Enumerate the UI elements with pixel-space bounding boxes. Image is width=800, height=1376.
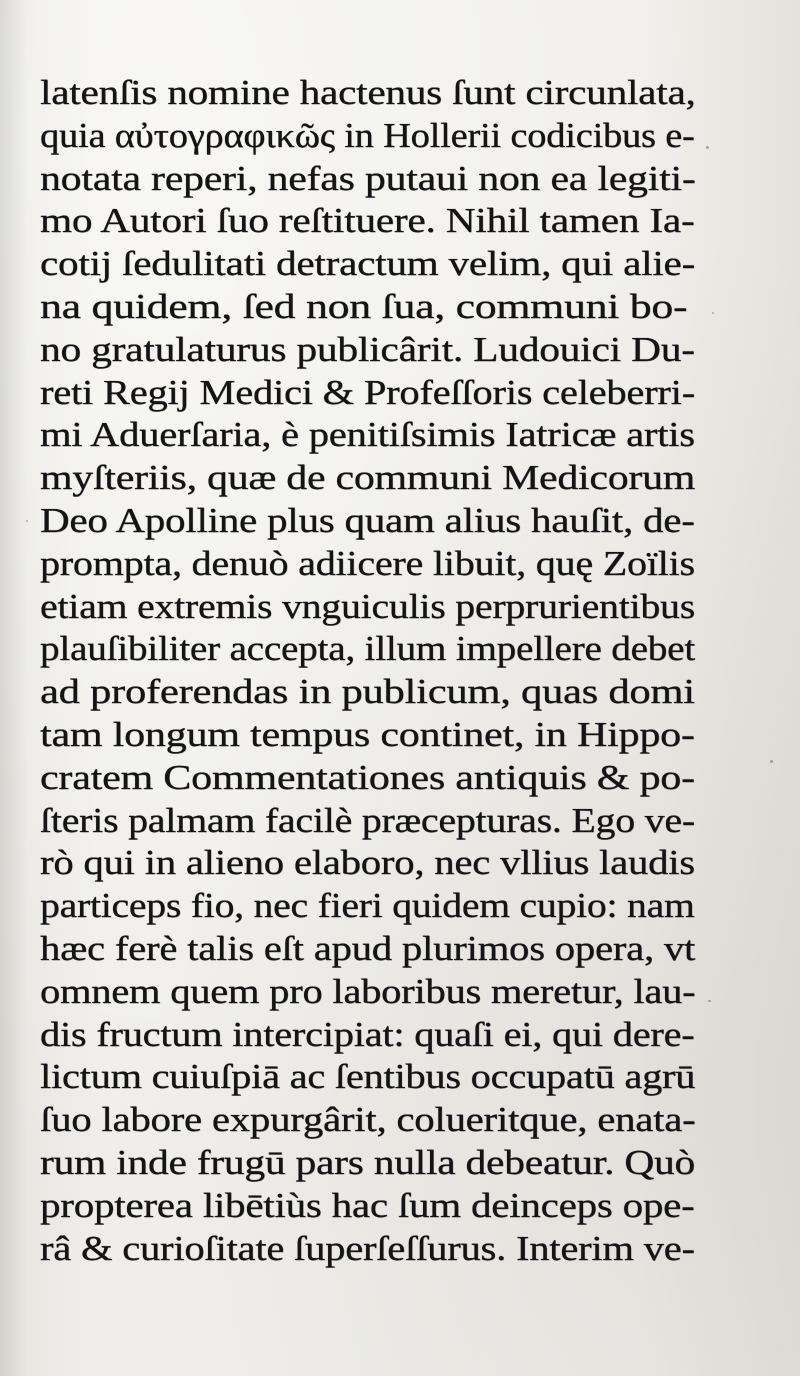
text-line: particeps fio, nec fieri quidem cupio: nam bbox=[40, 886, 695, 926]
text-line: prompta, denuò adiicere libuit, quę Zoïlis bbox=[40, 543, 695, 583]
text-line: etiam extremis vnguiculis perprurientibus bbox=[40, 586, 695, 626]
text-line: mi Aduerſaria, è penitiſsimis Iatricæ artis bbox=[40, 415, 695, 455]
text-line: latenſis nomine hactenus ſunt circunlata, bbox=[40, 73, 696, 112]
text-line: tam longum tempus continet, in Hippo- bbox=[40, 714, 695, 754]
ink-speck bbox=[690, 640, 692, 643]
text-line: dis fructum intercipiat: quaſi ei, qui dere- bbox=[40, 1014, 695, 1054]
text-line: ad proferendas in publicum, quas domi bbox=[40, 672, 695, 712]
text-line: Deo Apolline plus quam alius hauſit, de- bbox=[40, 500, 695, 540]
ink-speck bbox=[770, 760, 773, 763]
ink-speck bbox=[26, 520, 28, 522]
text-line: ſuo labore expurgârit, colueritque, enata- bbox=[40, 1100, 696, 1140]
text-line: plauſibiliter accepta, illum impellere debet bbox=[40, 629, 696, 669]
text-line: quia αὐτογραφικῶς in Hollerii codicibus e- bbox=[40, 115, 695, 155]
ink-speck bbox=[708, 1000, 711, 1002]
text-line: cratem Commentationes antiquis & po- bbox=[40, 757, 695, 797]
text-line: reti Regij Medici & Profeſſoris celeberri- bbox=[40, 372, 695, 412]
text-line: ſteris palmam facilè præcepturas. Ego ve- bbox=[40, 800, 695, 840]
text-line: rum inde frugū pars nulla debeatur. Quò bbox=[40, 1142, 696, 1182]
page-edge-shadow bbox=[0, 0, 28, 1376]
text-line: no gratulaturus publicârit. Ludouici Du- bbox=[40, 329, 695, 369]
text-line: propterea libētiùs hac ſum deinceps ope- bbox=[40, 1185, 695, 1225]
text-line: lictum cuiuſpiā ac ſentibus occupatū agrū bbox=[40, 1057, 696, 1097]
ink-speck bbox=[706, 146, 709, 149]
text-line: notata reperi, nefas putaui non ea legiti- bbox=[40, 158, 696, 198]
text-line: myſteriis, quæ de communi Medicorum bbox=[40, 458, 696, 498]
text-line: râ & curioſitate ſuperſeſſurus. Interim ve- bbox=[40, 1228, 695, 1268]
text-line: hæc ferè talis eſt apud plurimos opera, vt bbox=[40, 928, 696, 968]
text-line: na quidem, ſed non ſua, communi bo- bbox=[40, 286, 688, 326]
text-line: mo Autori ſuo reſtituere. Nihil tamen Ia- bbox=[40, 201, 695, 241]
text-block bbox=[40, 72, 695, 1270]
text-line: cotij ſedulitati detractum velim, qui alie- bbox=[40, 244, 696, 284]
ink-speck bbox=[712, 312, 714, 314]
text-line: rò qui in alieno elaboro, nec vllius laudis bbox=[40, 843, 695, 883]
text-line: omnem quem pro laboribus meretur, lau- bbox=[40, 971, 696, 1011]
